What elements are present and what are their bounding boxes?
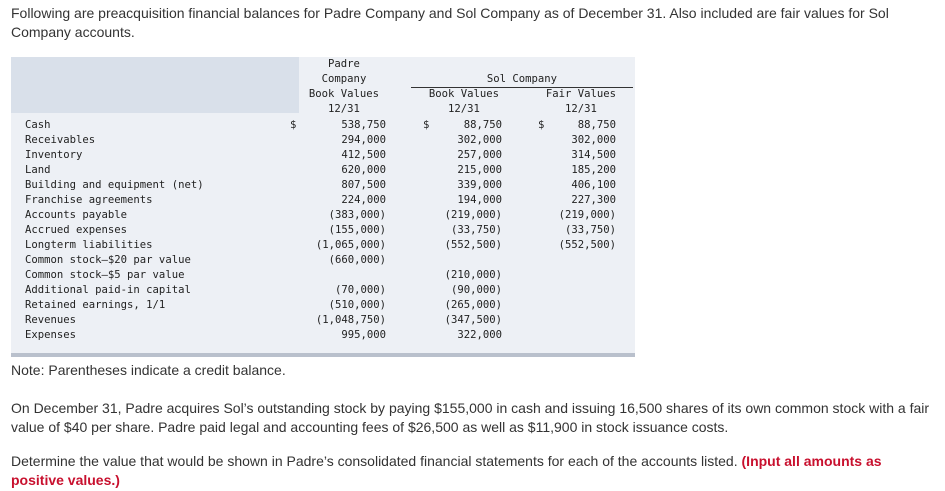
cell-padre: (1,065,000)	[315, 239, 386, 251]
row-label: Land	[25, 164, 51, 176]
cell-sol-book: 322,000	[457, 329, 502, 341]
row-label: Common stock—$5 par value	[25, 269, 185, 281]
cell-padre: 412,500	[341, 149, 386, 161]
balances-table	[11, 57, 635, 353]
cell-sol-book: (265,000)	[444, 299, 502, 311]
cell-padre: (155,000)	[328, 224, 386, 236]
table-row	[11, 148, 635, 163]
row-label: Franchise agreements	[25, 194, 153, 206]
table-row	[11, 133, 635, 148]
cell-sol-book: 257,000	[457, 149, 502, 161]
row-label: Accrued expenses	[25, 224, 128, 236]
cell-sol-book: (347,500)	[444, 314, 502, 326]
table-row	[11, 283, 635, 298]
cell-sol-fair: 314,500	[571, 149, 616, 161]
table-row	[11, 313, 635, 328]
table-row	[11, 178, 635, 193]
cell-padre: 807,500	[341, 179, 386, 191]
cell-padre: 294,000	[341, 134, 386, 146]
sol-fair-header	[531, 87, 631, 117]
table-row	[11, 193, 635, 208]
table-row	[11, 163, 635, 178]
cell-sol-fair: (33,750)	[564, 224, 616, 236]
row-label: Cash	[25, 119, 51, 131]
instruction-text: Determine the value that would be shown in Padre’s consolidated financial statements for each of the accounts listed.	[11, 453, 738, 469]
cell-sol-fair: 302,000	[571, 134, 616, 146]
table-bottom-bar	[11, 353, 635, 357]
cell-sol-book: 339,000	[457, 179, 502, 191]
row-label: Revenues	[25, 314, 77, 326]
sol-fair-header-line: 12/31	[565, 103, 597, 115]
cell-sol-book: 215,000	[457, 164, 502, 176]
table-row	[11, 223, 635, 238]
row-label: Accounts payable	[25, 209, 128, 221]
cell-sol-book: (90,000)	[450, 284, 502, 296]
sol-company-header: Sol Company	[486, 73, 558, 85]
padre-header-line: 12/31	[328, 103, 360, 115]
cell-padre: 224,000	[341, 194, 386, 206]
table-row	[11, 268, 635, 283]
instruction-paragraph	[11, 452, 936, 490]
cell-padre: (1,048,750)	[315, 314, 386, 326]
sol-book-header-line: Book Values	[428, 88, 500, 100]
padre-header-line: Padre	[328, 58, 360, 70]
row-label: Retained earnings, 1/1	[25, 299, 166, 311]
cell-sol-fair: (219,000)	[558, 209, 616, 221]
table-row	[11, 208, 635, 223]
cell-sol-book: (33,750)	[450, 224, 502, 236]
cell-sol-fair: 406,100	[571, 179, 616, 191]
cell-sol-fair: 88,750	[577, 119, 616, 131]
padre-column-header	[299, 57, 389, 117]
row-label: Common stock—$20 par value	[25, 254, 191, 266]
cell-padre: (510,000)	[328, 299, 386, 311]
cell-sol-book: 302,000	[457, 134, 502, 146]
cell-padre: (383,000)	[328, 209, 386, 221]
cell-sol-book: (210,000)	[444, 269, 502, 281]
row-label: Receivables	[25, 134, 96, 146]
table-row	[11, 298, 635, 313]
cell-sol-book: (219,000)	[444, 209, 502, 221]
cell-padre: 538,750	[341, 119, 386, 131]
sol-book-header-line: 12/31	[448, 103, 480, 115]
cell-padre: 620,000	[341, 164, 386, 176]
cell-sol-book: 88,750	[463, 119, 502, 131]
scenario-paragraph: On December 31, Padre acquires Sol’s outstanding stock by paying $155,000 in cash and issuing 16,500 shares of its own common stock with a fair value of $40 per share. Padre paid legal and accounting fees of $26,500 as well as $11,900 in stock issuance costs.	[11, 400, 930, 435]
padre-header-line: Book Values	[308, 88, 380, 100]
currency-symbol: $	[423, 119, 430, 131]
sol-fair-header-line: Fair Values	[545, 88, 617, 100]
cell-sol-book: (552,500)	[444, 239, 502, 251]
cell-sol-book: 194,000	[457, 194, 502, 206]
row-label: Expenses	[25, 329, 77, 341]
sol-book-header	[414, 87, 514, 117]
row-label: Additional paid-in capital	[25, 284, 191, 296]
currency-symbol: $	[538, 119, 545, 131]
cell-padre: (70,000)	[334, 284, 386, 296]
instruction-emphasis: (Input all amounts as positive values.)	[11, 453, 882, 488]
currency-symbol: $	[290, 119, 297, 131]
table-row	[11, 253, 635, 268]
table-row	[11, 238, 635, 253]
cell-sol-fair: 185,200	[571, 164, 616, 176]
intro-text: Following are preacquisition financial balances for Padre Company and Sol Company as of December 31. Also included are fair values for Sol Company accounts.	[11, 5, 889, 40]
row-label: Inventory	[25, 149, 83, 161]
table-row	[11, 118, 635, 133]
note-text: Note: Parentheses indicate a credit balance.	[11, 362, 286, 378]
table-header-shade	[11, 57, 299, 113]
row-label: Building and equipment (net)	[25, 179, 204, 191]
cell-sol-fair: (552,500)	[558, 239, 616, 251]
cell-sol-fair: 227,300	[571, 194, 616, 206]
row-label: Longterm liabilities	[25, 239, 153, 251]
cell-padre: (660,000)	[328, 254, 386, 266]
cell-padre: 995,000	[341, 329, 386, 341]
table-row	[11, 328, 635, 343]
padre-header-line: Company	[321, 73, 367, 85]
